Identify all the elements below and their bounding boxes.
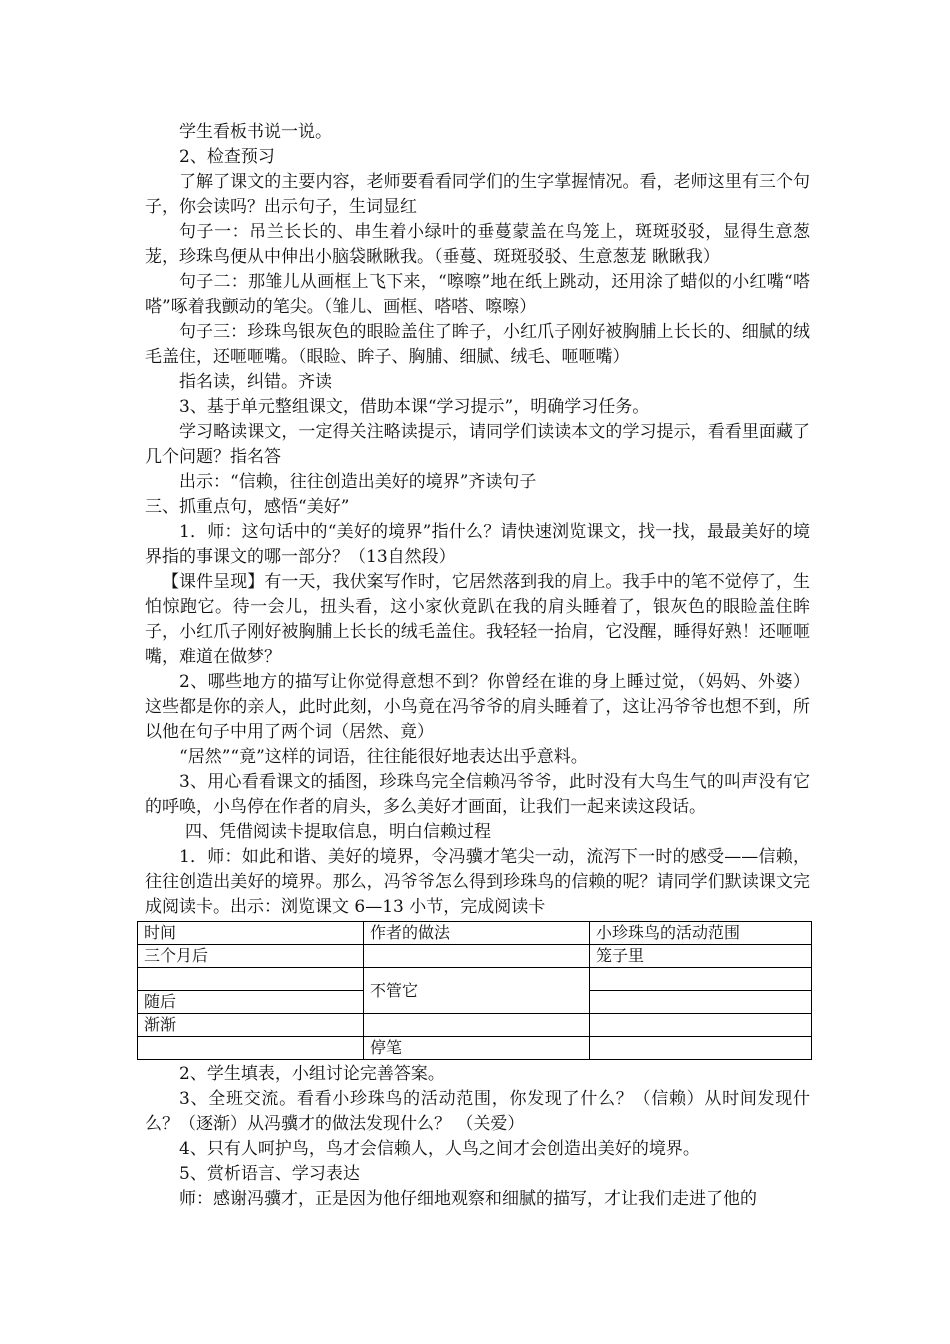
paragraph: 指名读，纠错。齐读	[179, 372, 332, 392]
paragraph: 5、赏析语言、学习表达	[179, 1164, 360, 1184]
table-cell: 笼子里	[590, 945, 812, 968]
table-cell	[364, 945, 590, 968]
table-cell	[590, 1014, 812, 1037]
paragraph: 3、基于单元整组课文，借助本课“学习提示”，明确学习任务。	[179, 397, 650, 417]
table-row	[138, 945, 812, 968]
paragraph: 了解了课文的主要内容，老师要看看同学们的生字掌握情况。看，老师这里有三个句子，你会读吗？出示句子，生词显红	[145, 172, 810, 217]
paragraph: 2、检查预习	[179, 147, 275, 167]
table-cell	[590, 968, 812, 991]
courseware-quote: 【课件呈现】有一天，我伏案写作时，它居然落到我的肩上。我手中的笔不觉停了，生怕惊跑它。待一会儿，扭头看，这小家伙竟趴在我的肩头睡着了，银灰色的眼睑盖住眸子，小红爪子刚好被胸脯上长长的绒毛盖住。我轻轻一抬肩，它没醒，睡得好熟！还咂咂嘴，难道在做梦？	[145, 572, 810, 667]
table-header-row	[138, 922, 812, 945]
table-cell	[138, 1037, 364, 1060]
table-cell	[590, 991, 812, 1014]
sentence-three: 句子三：珍珠鸟银灰色的眼睑盖住了眸子，小红爪子刚好被胸脯上长长的、细腻的绒毛盖住，还咂咂嘴。（眼睑、眸子、胸脯、细腻、绒毛、咂咂嘴）	[145, 322, 810, 367]
paragraph: 学生看板书说一说。	[179, 122, 332, 142]
table-cell: 不管它	[364, 968, 590, 1014]
table-row	[138, 1037, 812, 1060]
document-page	[145, 120, 810, 1212]
table-cell: 停笔	[364, 1037, 590, 1060]
paragraph: 3、全班交流。看看小珍珠鸟的活动范围，你发现了什么？（信赖）从时间发现什么？（逐渐）从冯骥才的做法发现什么？ （关爱）	[145, 1089, 810, 1134]
paragraph: 师：感谢冯骥才，正是因为他仔细地观察和细腻的描写，才让我们走进了他的	[179, 1189, 757, 1209]
table-header-cell: 作者的做法	[364, 922, 590, 945]
section-heading: 三、抓重点句，感悟“美好”	[145, 497, 350, 517]
paragraph: 2、哪些地方的描写让你觉得意想不到？你曾经在谁的身上睡过觉，（妈妈、外婆）这些都是你的亲人，此时此刻，小鸟竟在冯爷爷的肩头睡着了，这让冯爷爷也想不到，所以他在句子中用了两个词（居然、竟）	[145, 672, 810, 742]
section-heading: 四、凭借阅读卡提取信息，明白信赖过程	[185, 822, 491, 842]
table-cell: 随后	[138, 991, 364, 1014]
table-header-cell: 小珍珠鸟的活动范围	[590, 922, 812, 945]
reading-card-table	[137, 921, 812, 1060]
paragraph: 1．师：如此和谐、美好的境界，令冯骥才笔尖一动，流泻下一时的感受——信赖，往往创造出美好的境界。那么，冯爷爷怎么得到珍珠鸟的信赖的呢？请同学们默读课文完成阅读卡。出示：浏览课文 6—13 小节，完成阅读卡	[145, 847, 810, 917]
sentence-two: 句子二：那雏儿从画框上飞下来，“嚓嚓”地在纸上跳动，还用涂了蜡似的小红嘴“嗒嗒”啄着我颤动的笔尖。（雏儿、画框、嗒嗒、嚓嚓）	[145, 272, 810, 317]
paragraph: “居然”“竟”这样的词语，往往能很好地表达出乎意料。	[179, 747, 588, 767]
paragraph: 学习略读课文，一定得关注略读提示，请同学们读读本文的学习提示，看看里面藏了几个问题？指名答	[145, 422, 810, 467]
paragraph: 2、学生填表，小组讨论完善答案。	[179, 1064, 445, 1084]
table-row	[138, 968, 812, 991]
table-row	[138, 1014, 812, 1037]
table-cell: 渐渐	[138, 1014, 364, 1037]
table-cell: 三个月后	[138, 945, 364, 968]
paragraph: 4、只有人呵护鸟，鸟才会信赖人，人鸟之间才会创造出美好的境界。	[179, 1139, 700, 1159]
sentence-one: 句子一：吊兰长长的、串生着小绿叶的垂蔓蒙盖在鸟笼上，斑斑驳驳，显得生意葱茏，珍珠鸟便从中伸出小脑袋瞅瞅我。（垂蔓、斑斑驳驳、生意葱茏 瞅瞅我）	[145, 222, 810, 267]
paragraph: 出示：“信赖，往往创造出美好的境界”齐读句子	[179, 472, 537, 492]
paragraph: 1．师：这句话中的“美好的境界”指什么？请快速浏览课文，找一找，最最美好的境界指的事课文的哪一部分？（13自然段）	[145, 522, 810, 567]
table-cell	[138, 968, 364, 991]
table-header-cell: 时间	[138, 922, 364, 945]
paragraph: 3、用心看看课文的插图，珍珠鸟完全信赖冯爷爷，此时没有大鸟生气的叫声没有它的呼唤，小鸟停在作者的肩头，多么美好才画面，让我们一起来读这段话。	[145, 772, 810, 817]
table-cell	[364, 1014, 590, 1037]
table-cell	[590, 1037, 812, 1060]
